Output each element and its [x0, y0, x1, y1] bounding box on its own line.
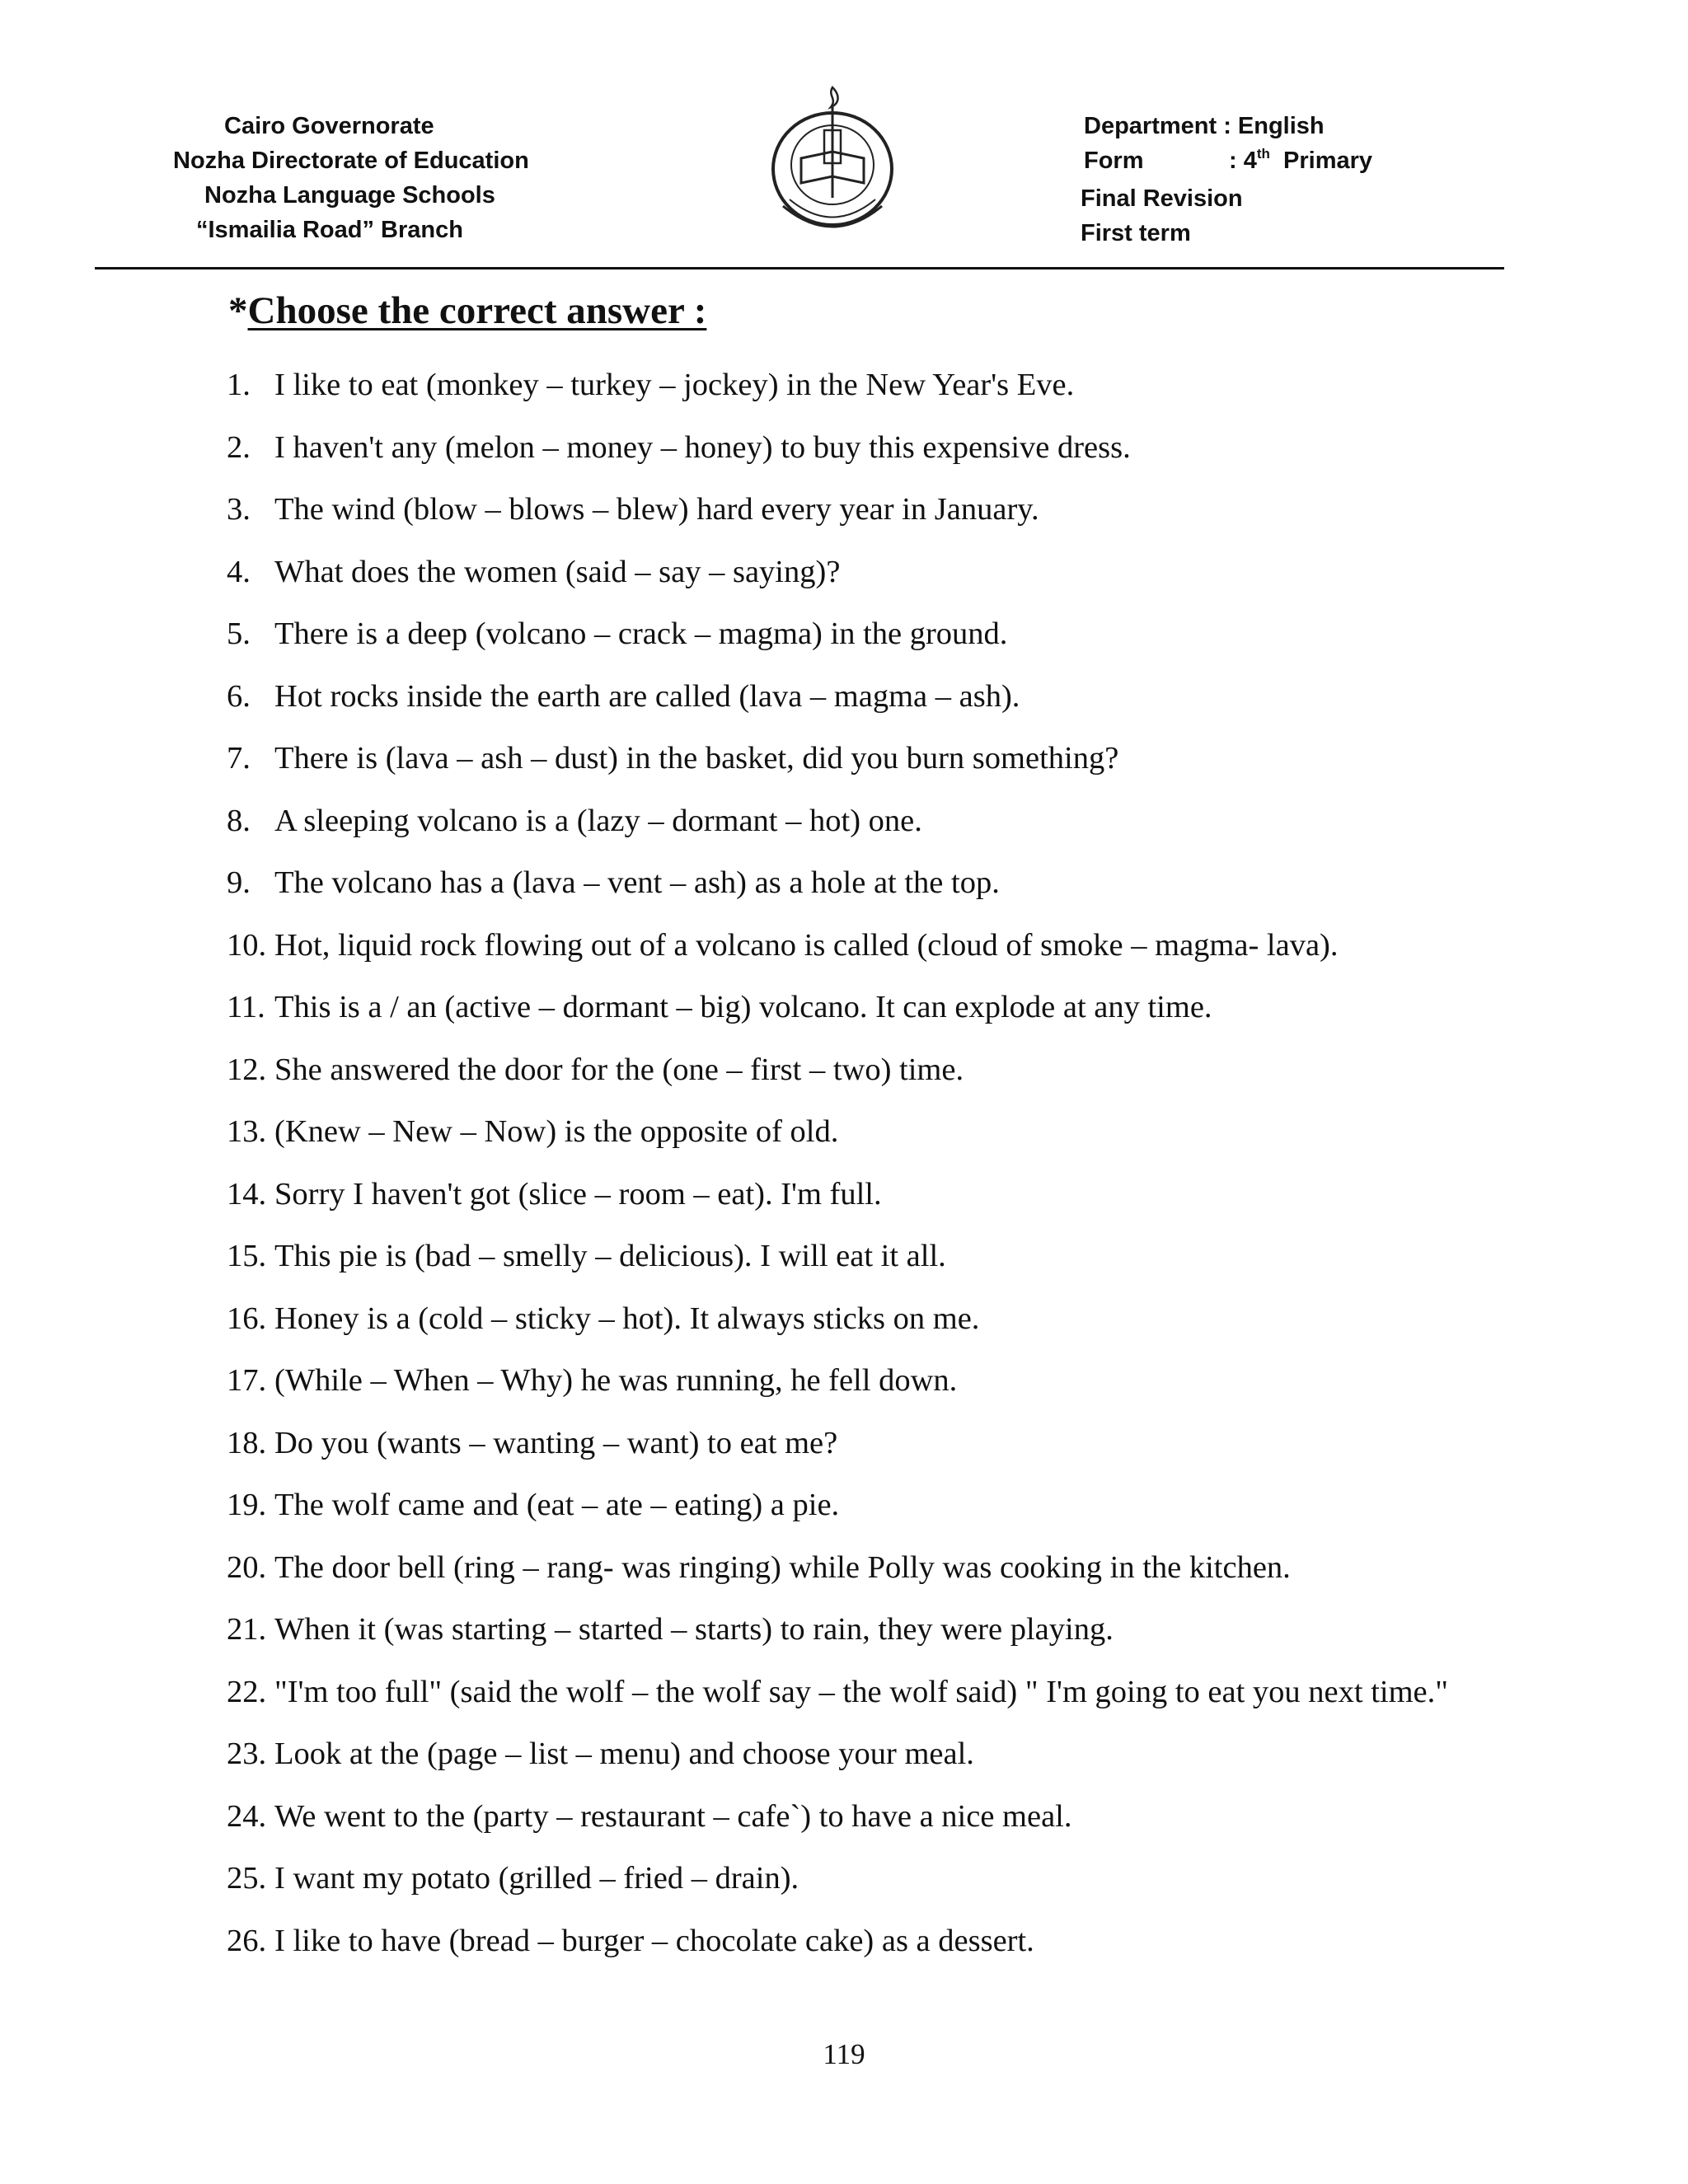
question-item: [227, 1039, 1529, 1102]
question-number: 7.: [227, 741, 251, 776]
question-text: This is a / an (active – dormant – big) volcano. It can explode at any time.: [274, 990, 1212, 1024]
question-text: Hot, liquid rock flowing out of a volcano is called (cloud of smoke – magma- lava).: [274, 927, 1339, 963]
question-text: "I'm too full" (said the wolf – the wolf say – the wolf said) " I'm going to eat you next time.": [274, 1674, 1448, 1709]
title-text: Choose the correct answer :: [247, 289, 707, 332]
question-item: [227, 1786, 1529, 1849]
question-text: What does the women (said – say – saying)?: [274, 554, 841, 589]
question-number: 11.: [227, 990, 265, 1024]
question-item: [227, 1537, 1529, 1600]
form-level: Primary: [1269, 148, 1373, 174]
question-text: A sleeping volcano is a (lazy – dormant – hot) one.: [274, 803, 922, 838]
question-item: [227, 728, 1529, 790]
term-label: First term: [1081, 220, 1191, 246]
question-text: I haven't any (melon – money – honey) to buy this expensive dress.: [274, 429, 1131, 465]
question-item: [227, 1350, 1529, 1413]
question-number: 25.: [227, 1861, 267, 1896]
header-divider: [95, 267, 1504, 269]
question-item: [227, 1226, 1529, 1288]
form-line: [1084, 143, 1463, 181]
school-label: Nozha Language Schools: [204, 182, 495, 209]
governorate-label: Cairo Governorate: [224, 113, 434, 139]
school-logo: [767, 82, 898, 247]
question-number: 3.: [227, 492, 251, 527]
question-number: 19.: [227, 1488, 267, 1522]
question-item: [227, 1723, 1529, 1786]
question-number: 16.: [227, 1301, 267, 1336]
question-number: 20.: [227, 1549, 267, 1585]
question-text: This pie is (bad – smelly – delicious). I will eat it all.: [274, 1239, 946, 1273]
question-text: The wind (blow – blows – blew) hard every year in January.: [274, 492, 1039, 527]
form-value: : 4: [1229, 148, 1257, 174]
question-number: 15.: [227, 1239, 267, 1273]
question-text: The door bell (ring – rang- was ringing) while Polly was cooking in the kitchen.: [274, 1549, 1291, 1585]
question-number: 21.: [227, 1612, 267, 1647]
page-number: 119: [823, 2038, 865, 2070]
question-item: [227, 977, 1529, 1039]
question-number: 17.: [227, 1363, 267, 1398]
question-text: Hot rocks inside the earth are called (lava – magma – ash).: [274, 678, 1020, 714]
question-text: (Knew – New – Now) is the opposite of old.: [274, 1114, 839, 1149]
question-number: 4.: [227, 554, 251, 589]
question-item: [227, 666, 1529, 729]
question-item: [227, 1164, 1529, 1226]
question-item: [227, 915, 1529, 977]
question-item: [227, 1661, 1529, 1724]
department-label: Department : English: [1084, 113, 1325, 139]
question-text: Sorry I haven't got (slice – room – eat). I'm full.: [274, 1176, 882, 1212]
question-text: The volcano has a (lava – vent – ash) as a hole at the top.: [274, 865, 1000, 900]
question-number: 6.: [227, 678, 251, 714]
question-number: 24.: [227, 1798, 267, 1834]
header-left-block: [173, 109, 560, 247]
question-number: 2.: [227, 429, 251, 465]
question-text: I want my potato (grilled – fried – drain).: [274, 1861, 799, 1896]
form-label: Form: [1084, 148, 1144, 174]
question-text: There is (lava – ash – dust) in the basket, did you burn something?: [274, 741, 1119, 776]
question-item: [227, 1599, 1529, 1661]
question-text: She answered the door for the (one – first – two) time.: [274, 1052, 964, 1087]
question-text: There is a deep (volcano – crack – magma) in the ground.: [274, 616, 1008, 651]
question-number: 14.: [227, 1176, 267, 1212]
section-title: [228, 286, 706, 335]
question-list: [227, 354, 1529, 1972]
question-item: [227, 541, 1529, 604]
question-number: 18.: [227, 1425, 267, 1460]
question-item: [227, 354, 1529, 417]
question-text: I like to have (bread – burger – chocolate cake) as a dessert.: [274, 1923, 1034, 1958]
question-number: 12.: [227, 1052, 267, 1087]
question-number: 8.: [227, 803, 251, 838]
question-number: 10.: [227, 927, 267, 963]
question-number: 5.: [227, 616, 251, 651]
question-item: [227, 1848, 1529, 1910]
question-text: Do you (wants – wanting – want) to eat me?: [274, 1425, 838, 1460]
question-text: Honey is a (cold – sticky – hot). It always sticks on me.: [274, 1301, 980, 1336]
question-item: [227, 1288, 1529, 1351]
question-number: 23.: [227, 1736, 267, 1771]
revision-label: Final Revision: [1081, 185, 1243, 212]
question-text: The wolf came and (eat – ate – eating) a pie.: [274, 1488, 840, 1522]
form-superscript: th: [1256, 146, 1270, 162]
directorate-label: Nozha Directorate of Education: [173, 148, 529, 174]
question-text: I like to eat (monkey – turkey – jockey) in the New Year's Eve.: [274, 368, 1075, 402]
question-number: 13.: [227, 1114, 267, 1149]
question-number: 9.: [227, 865, 251, 900]
question-text: When it (was starting – started – starts) to rain, they were playing.: [274, 1612, 1114, 1647]
question-item: [227, 1101, 1529, 1164]
question-item: [227, 603, 1529, 666]
question-text: (While – When – Why) he was running, he fell down.: [274, 1363, 958, 1398]
header-right-block: [1081, 109, 1463, 251]
question-number: 22.: [227, 1674, 267, 1709]
branch-label: “Ismailia Road” Branch: [196, 217, 463, 243]
question-item: [227, 1413, 1529, 1475]
question-text: Look at the (page – list – menu) and choose your meal.: [274, 1736, 974, 1771]
question-item: [227, 417, 1529, 480]
question-item: [227, 479, 1529, 541]
question-item: [227, 1474, 1529, 1537]
question-number: 1.: [227, 368, 251, 402]
question-item: [227, 790, 1529, 853]
question-item: [227, 1910, 1529, 1973]
question-item: [227, 852, 1529, 915]
question-number: 26.: [227, 1923, 267, 1958]
question-text: We went to the (party – restaurant – cafe`) to have a nice meal.: [274, 1798, 1072, 1834]
title-star: *: [228, 289, 248, 332]
